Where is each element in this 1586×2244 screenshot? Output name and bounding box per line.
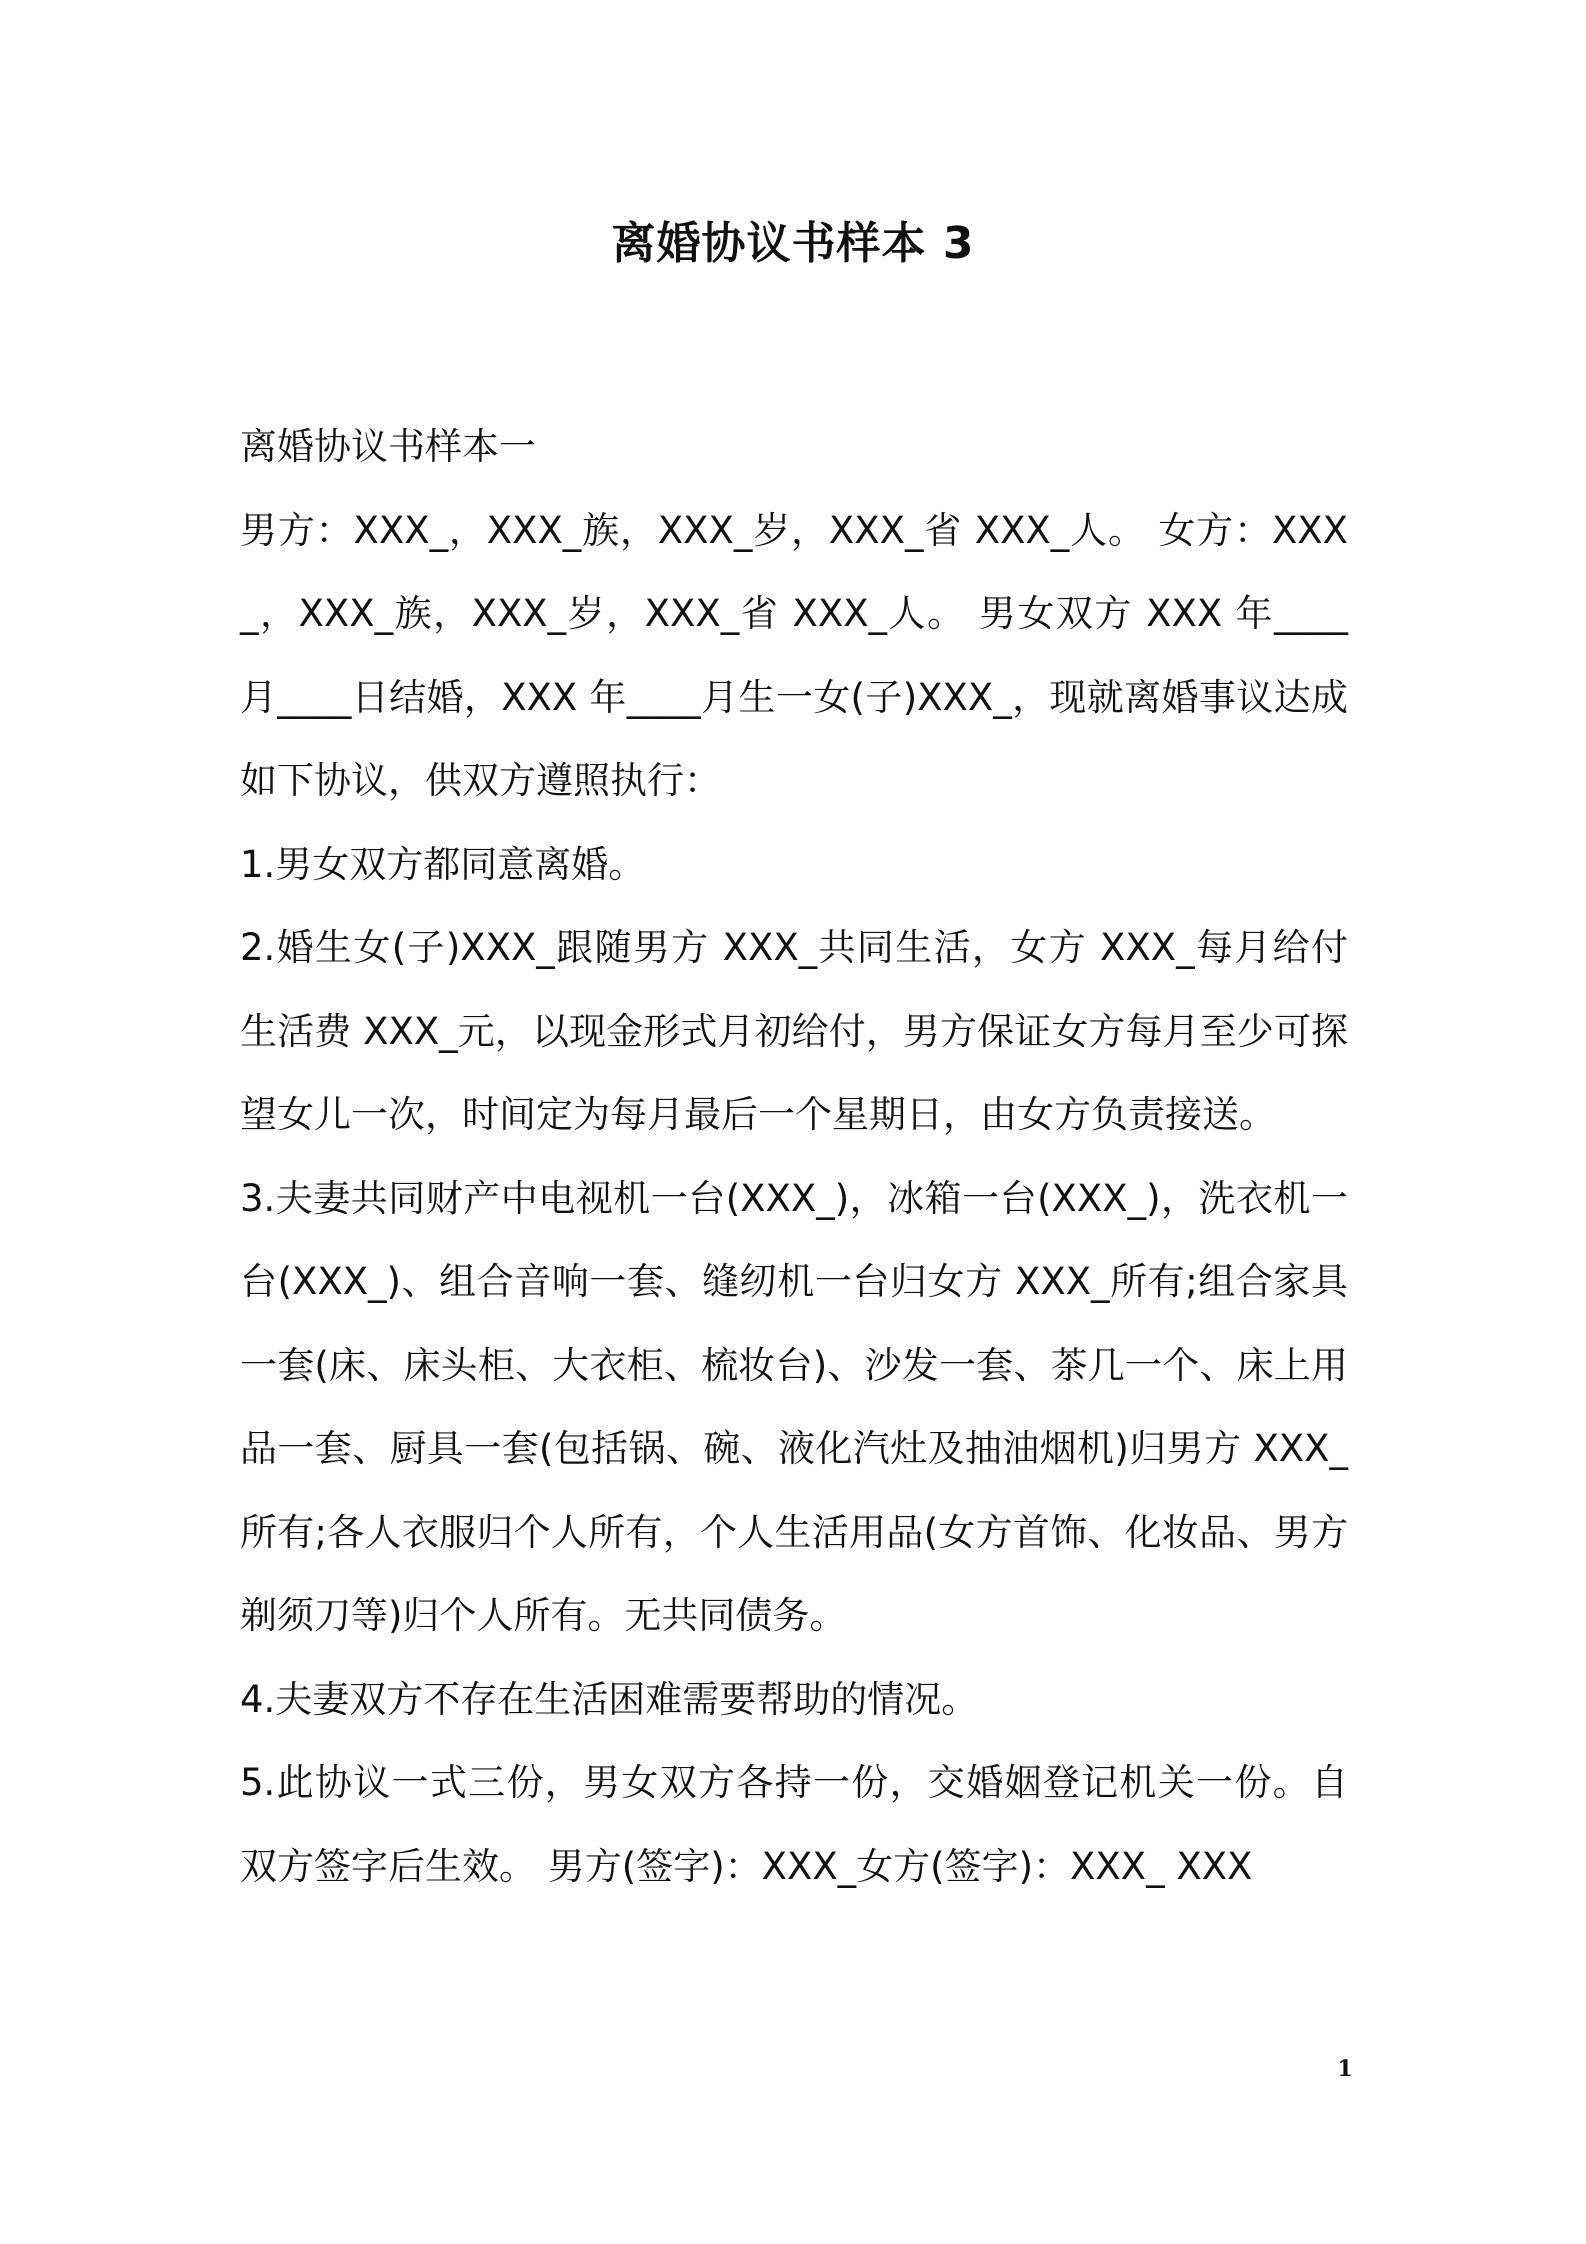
paragraph-clause-2: 2.婚生女(子)XXX_跟随男方 XXX_共同生活，女方 XXX_每月给付生活费 XXX_元，以现金形式月初给付，男方保证女方每月至少可探望女儿一次，时间定为每月最后一个星期日，由女方负责接送。 <box>240 926 1348 1136</box>
paragraph-clause-4: 4.夫妻双方不存在生活困难需要帮助的情况。 <box>240 1677 979 1721</box>
paragraph-clause-1: 1.男女双方都同意离婚。 <box>240 842 646 886</box>
document-body <box>240 405 1348 1908</box>
section-heading: 离婚协议书样本一 <box>240 425 536 468</box>
paragraph-clause-3: 3.夫妻共同财产中电视机一台(XXX_)，冰箱一台(XXX_)，洗衣机一台(XXX_)、组合音响一套、缝纫机一台归女方 XXX_所有;组合家具一套(床、床头柜、大衣柜、梳妆台)、沙发一套、茶几一个、床上用品一套、厨具一套(包括锅、碗、液化汽灶及抽油烟机)归男方 XXX_所有;各人衣服归个人所有，个人生活用品(女方首饰、化妆品、男方剃须刀等)归个人所有。无共同债务。 <box>240 1176 1348 1637</box>
paragraph-clause-5: 5.此协议一式三份，男女双方各持一份，交婚姻登记机关一份。自双方签字后生效。 男方(签字)：XXX_女方(签字)：XXX_ XXX <box>240 1761 1348 1888</box>
document-title: 离婚协议书样本 3 <box>611 218 975 269</box>
paragraph-parties: 男方：XXX_，XXX_族，XXX_岁，XXX_省 XXX_人。 女方：XXX_，XXX_族，XXX_岁，XXX_省 XXX_人。 男女双方 XXX 年____月____日结婚，XXX 年____月生一女(子)XXX_，现就离婚事议达成如下协议，供双方遵照执行： <box>240 508 1348 802</box>
page-number: 1 <box>1337 2056 1353 2082</box>
